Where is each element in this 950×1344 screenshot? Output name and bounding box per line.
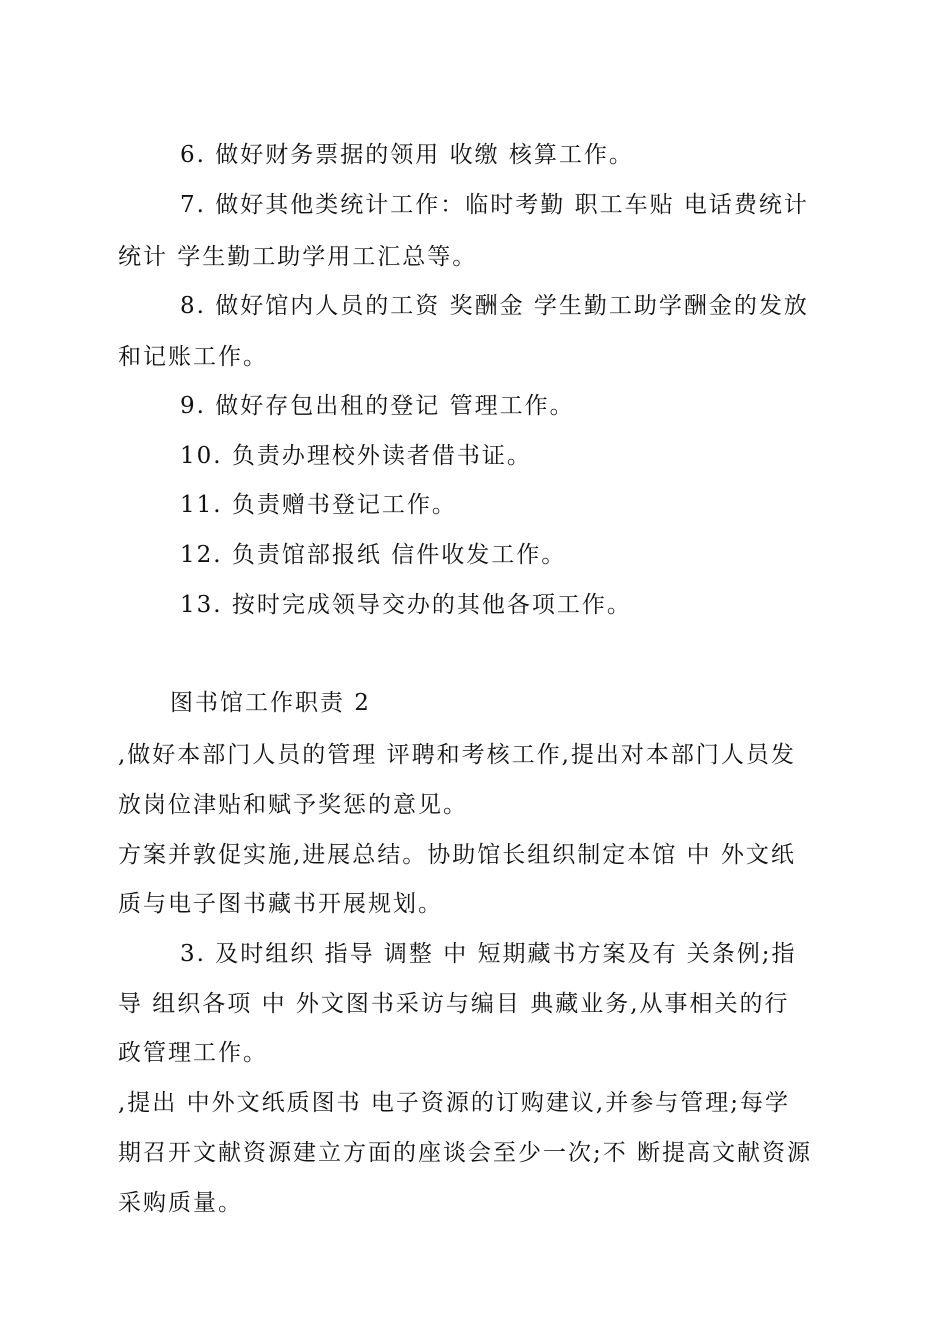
list-item-8 [180, 287, 809, 320]
item-number: 6. [180, 142, 206, 168]
paragraph-4-line-3: 采购质量。 [118, 1190, 243, 1216]
paragraph-3-line-2: 导 组织各项 中 外文图书采访与编目 典藏业务,从事相关的行 [118, 991, 790, 1017]
item-text: 做好财务票据的领用 收缴 核算工作。 [215, 142, 634, 168]
item-number: 7. [180, 192, 206, 218]
list-item-10 [180, 437, 532, 470]
item-number: 8. [180, 293, 206, 319]
list-item-9 [180, 387, 575, 420]
paragraph-4-line-1: ,提出 中外文纸质图书 电子资源的订购建议,并参与管理;每学 [118, 1090, 790, 1116]
item-number: 11. [180, 492, 223, 518]
list-item-8-continuation: 和记账工作。 [118, 344, 268, 370]
list-item-12 [180, 536, 566, 569]
list-item-13 [180, 586, 632, 619]
item-number: 13. [180, 592, 223, 618]
list-item-11 [180, 486, 457, 519]
item-text: 按时完成领导交办的其他各项工作。 [231, 592, 632, 618]
item-number: 9. [180, 393, 206, 419]
list-item-7 [180, 186, 809, 219]
item-text: 做好存包出租的登记 管理工作。 [215, 393, 575, 419]
paragraph-3-line-3: 政管理工作。 [118, 1040, 268, 1066]
paragraph-4-line-2: 期召开文献资源建立方面的座谈会至少一次;不 断提高文献资源 [118, 1140, 813, 1166]
item-text: 负责赠书登记工作。 [231, 492, 457, 518]
item-number: 12. [180, 542, 223, 568]
item-text: 负责办理校外读者借书证。 [231, 443, 532, 469]
paragraph-1-line-1: ,做好本部门人员的管理 评聘和考核工作,提出对本部门人员发 [118, 742, 796, 768]
paragraph-1-line-2: 放岗位津贴和赋予奖惩的意见。 [118, 792, 468, 818]
item-number: 10. [180, 443, 223, 469]
section-title: 图书馆工作职责 2 [170, 690, 371, 716]
paragraph-2-line-1: 方案并敦促实施,进展总结。协助馆长组织制定本馆 中 外文纸 [118, 842, 796, 868]
item-text: 做好其他类统计工作：临时考勤 职工车贴 电话费统计 [215, 192, 809, 218]
item-text: 负责馆部报纸 信件收发工作。 [231, 542, 567, 568]
item-text: 做好馆内人员的工资 奖酬金 学生勤工助学酬金的发放 [215, 293, 809, 319]
list-item-6 [180, 136, 634, 169]
list-item-7-continuation: 统计 学生勤工助学用工汇总等。 [118, 244, 478, 270]
paragraph-2-line-2: 质与电子图书藏书开展规划。 [118, 891, 443, 917]
paragraph-3-line-1: 3. 及时组织 指导 调整 中 短期藏书方案及有 关条例;指 [180, 941, 797, 967]
